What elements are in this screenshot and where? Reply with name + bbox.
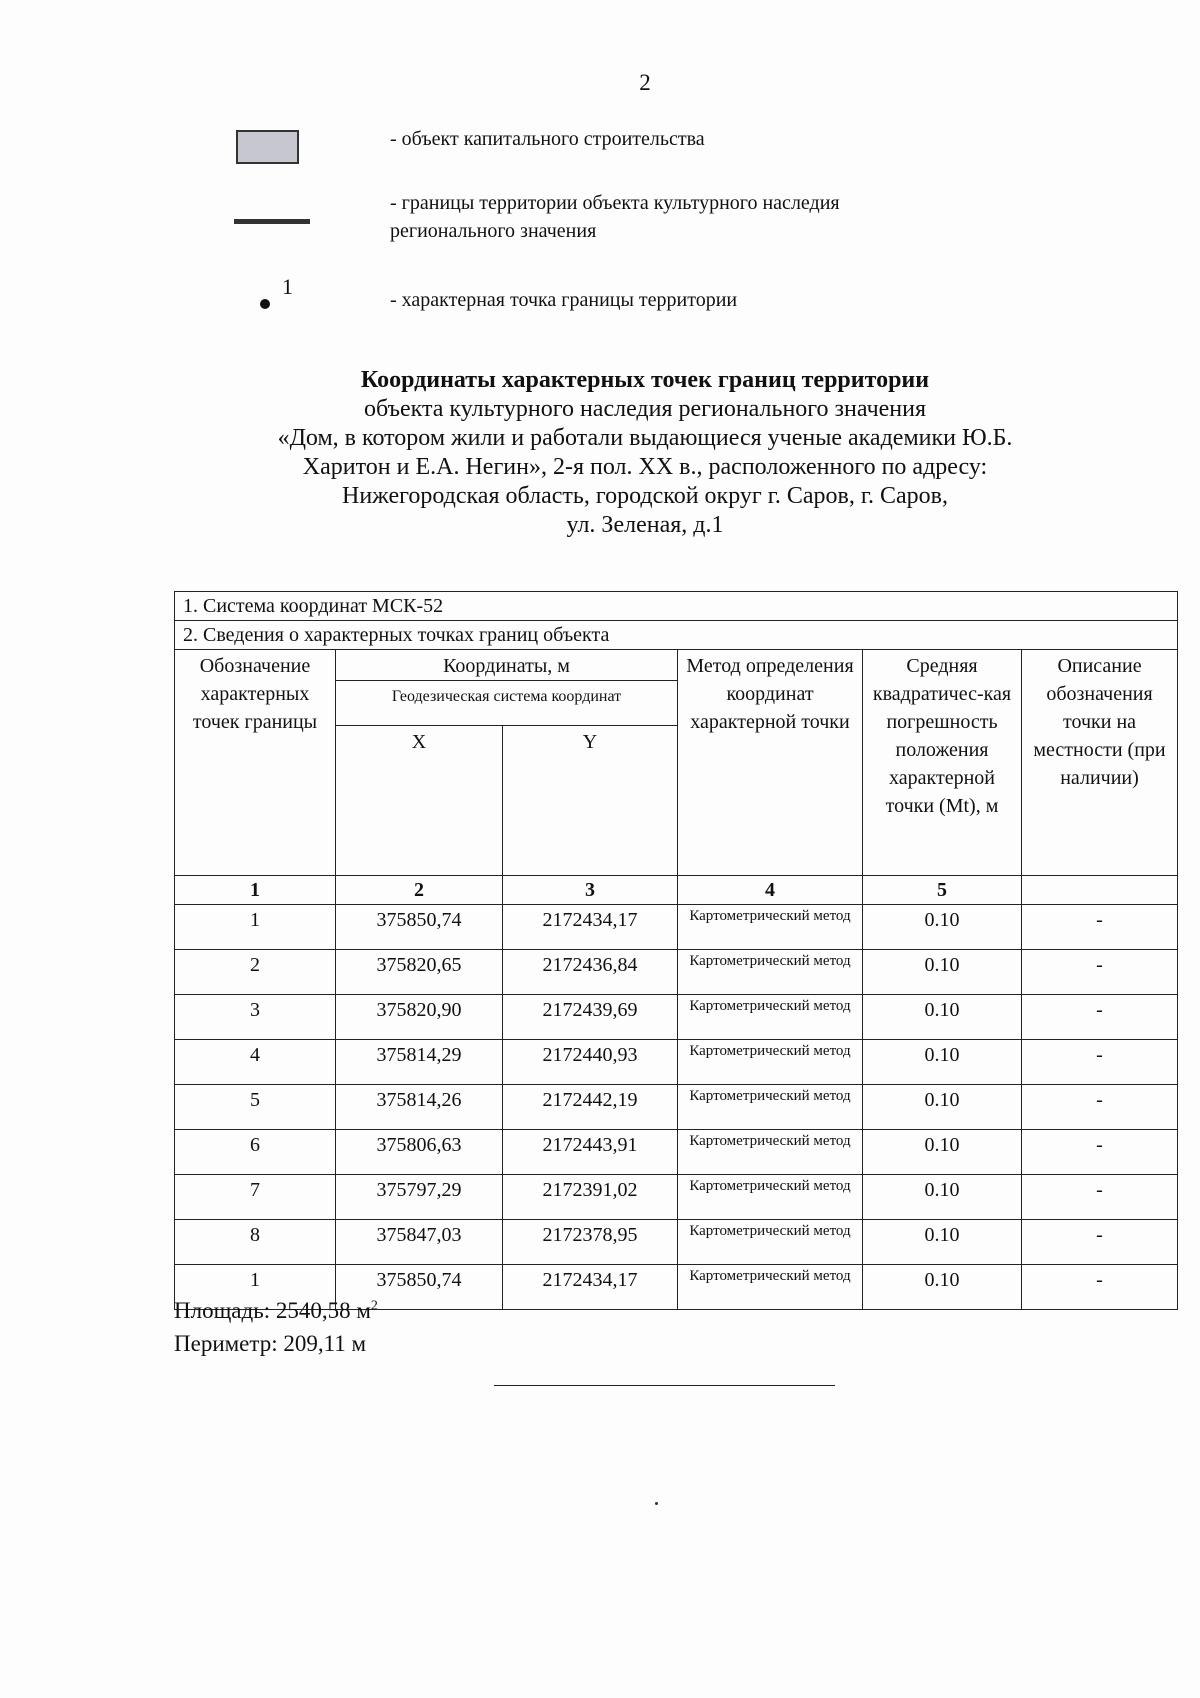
border-line-swatch bbox=[234, 219, 310, 224]
cell-method: Картометрический метод bbox=[678, 1175, 863, 1220]
cell-method: Картометрический метод bbox=[678, 995, 863, 1040]
page-number: 2 bbox=[639, 70, 651, 95]
column-number-3: 3 bbox=[503, 876, 678, 905]
legend-border-label-2: регионального значения bbox=[390, 220, 597, 242]
table-row bbox=[175, 1175, 1178, 1220]
header-point-designation: Обозначение характерных точек границы bbox=[175, 650, 336, 876]
cell-desc: - bbox=[1022, 1085, 1178, 1130]
cell-y: 2172443,91 bbox=[503, 1130, 678, 1175]
cell-method: Картометрический метод bbox=[678, 1220, 863, 1265]
cell-method: Картометрический метод bbox=[678, 905, 863, 950]
cell-y: 2172436,84 bbox=[503, 950, 678, 995]
cell-mt: 0.10 bbox=[863, 950, 1022, 995]
cell-desc: - bbox=[1022, 1220, 1178, 1265]
cell-mt: 0.10 bbox=[863, 1265, 1022, 1310]
title-line-1: Координаты характерных точек границ территории bbox=[360, 367, 930, 393]
title-line-5: Нижегородская область, городской округ г. Саров, г. Саров, bbox=[342, 483, 948, 509]
closing-rule bbox=[494, 1385, 835, 1386]
table-row bbox=[175, 1085, 1178, 1130]
cell-x: 375850,74 bbox=[336, 905, 503, 950]
coordinates-table-wrapper bbox=[174, 591, 1177, 1310]
scan-dot bbox=[655, 1502, 658, 1505]
coordinates-table bbox=[174, 591, 1178, 1310]
building-swatch bbox=[236, 130, 299, 164]
point-marker-number: 1 bbox=[282, 274, 293, 299]
header-method: Метод определения координат характерной точки bbox=[678, 650, 863, 876]
point-dot-icon bbox=[260, 299, 270, 309]
cell-method: Картометрический метод bbox=[678, 1130, 863, 1175]
cell-x: 375797,29 bbox=[336, 1175, 503, 1220]
column-number-5: 5 bbox=[863, 876, 1022, 905]
cell-point: 2 bbox=[175, 950, 336, 995]
cell-x: 375820,65 bbox=[336, 950, 503, 995]
table-row bbox=[175, 1130, 1178, 1175]
section-points-info: 2. Сведения о характерных точках границ объекта bbox=[175, 621, 1178, 650]
legend-building-label: - объект капитального строительства bbox=[390, 128, 705, 150]
cell-desc: - bbox=[1022, 995, 1178, 1040]
cell-y: 2172442,19 bbox=[503, 1085, 678, 1130]
header-description: Описание обозначения точки на местности (при наличии) bbox=[1022, 650, 1178, 876]
area-summary bbox=[174, 1298, 378, 1324]
cell-x: 375814,29 bbox=[336, 1040, 503, 1085]
cell-point: 1 bbox=[175, 905, 336, 950]
title-line-3: «Дом, в котором жили и работали выдающиеся ученые академики Ю.Б. bbox=[277, 425, 1013, 451]
cell-method: Картометрический метод bbox=[678, 1085, 863, 1130]
cell-y: 2172439,69 bbox=[503, 995, 678, 1040]
perimeter-summary: Периметр: 209,11 м bbox=[174, 1331, 367, 1356]
section-coordinate-system: 1. Система координат МСК-52 bbox=[175, 592, 1178, 621]
cell-y: 2172440,93 bbox=[503, 1040, 678, 1085]
cell-point: 7 bbox=[175, 1175, 336, 1220]
area-text: Площадь: 2540,58 м bbox=[174, 1298, 371, 1323]
cell-point: 8 bbox=[175, 1220, 336, 1265]
column-number-4: 4 bbox=[678, 876, 863, 905]
table-row bbox=[175, 1220, 1178, 1265]
table-row bbox=[175, 1040, 1178, 1085]
cell-point: 1 bbox=[175, 1265, 336, 1310]
cell-mt: 0.10 bbox=[863, 905, 1022, 950]
cell-desc: - bbox=[1022, 1130, 1178, 1175]
cell-y: 2172378,95 bbox=[503, 1220, 678, 1265]
column-number-2: 2 bbox=[336, 876, 503, 905]
header-coordinates: Координаты, м bbox=[336, 650, 678, 681]
cell-mt: 0.10 bbox=[863, 1040, 1022, 1085]
legend-border-label-1: - границы территории объекта культурного наследия bbox=[390, 192, 840, 214]
title-line-4: Харитон и Е.А. Негин», 2-я пол. XX в., расположенного по адресу: bbox=[302, 454, 988, 480]
cell-x: 375850,74 bbox=[336, 1265, 503, 1310]
cell-x: 375806,63 bbox=[336, 1130, 503, 1175]
cell-method: Картометрический метод bbox=[678, 1040, 863, 1085]
cell-mt: 0.10 bbox=[863, 995, 1022, 1040]
title-line-6: ул. Зеленая, д.1 bbox=[566, 512, 724, 538]
title-line-2: объекта культурного наследия регионального значения bbox=[363, 396, 927, 422]
table-row bbox=[175, 995, 1178, 1040]
table-row bbox=[175, 905, 1178, 950]
table-row bbox=[175, 950, 1178, 995]
cell-mt: 0.10 bbox=[863, 1085, 1022, 1130]
cell-x: 375847,03 bbox=[336, 1220, 503, 1265]
header-y: Y bbox=[503, 726, 678, 876]
header-x: X bbox=[336, 726, 503, 876]
cell-x: 375814,26 bbox=[336, 1085, 503, 1130]
header-geodesic-system: Геодезическая система координат bbox=[336, 681, 678, 726]
cell-point: 6 bbox=[175, 1130, 336, 1175]
cell-desc: - bbox=[1022, 950, 1178, 995]
column-number-1: 1 bbox=[175, 876, 336, 905]
cell-desc: - bbox=[1022, 1175, 1178, 1220]
cell-mt: 0.10 bbox=[863, 1130, 1022, 1175]
area-superscript: 2 bbox=[370, 1298, 378, 1314]
document-title bbox=[0, 366, 1200, 540]
cell-mt: 0.10 bbox=[863, 1220, 1022, 1265]
cell-desc: - bbox=[1022, 1265, 1178, 1310]
cell-y: 2172391,02 bbox=[503, 1175, 678, 1220]
cell-method: Картометрический метод bbox=[678, 950, 863, 995]
cell-desc: - bbox=[1022, 905, 1178, 950]
cell-point: 4 bbox=[175, 1040, 336, 1085]
cell-method: Картометрический метод bbox=[678, 1265, 863, 1310]
column-number-6 bbox=[1022, 876, 1178, 905]
cell-x: 375820,90 bbox=[336, 995, 503, 1040]
cell-point: 5 bbox=[175, 1085, 336, 1130]
header-rms-error: Средняя квадратичес-кая погрешность положения характерной точки (Mt), м bbox=[863, 650, 1022, 876]
cell-desc: - bbox=[1022, 1040, 1178, 1085]
cell-mt: 0.10 bbox=[863, 1175, 1022, 1220]
legend-point-label: - характерная точка границы территории bbox=[390, 289, 738, 311]
cell-point: 3 bbox=[175, 995, 336, 1040]
cell-y: 2172434,17 bbox=[503, 1265, 678, 1310]
cell-y: 2172434,17 bbox=[503, 905, 678, 950]
